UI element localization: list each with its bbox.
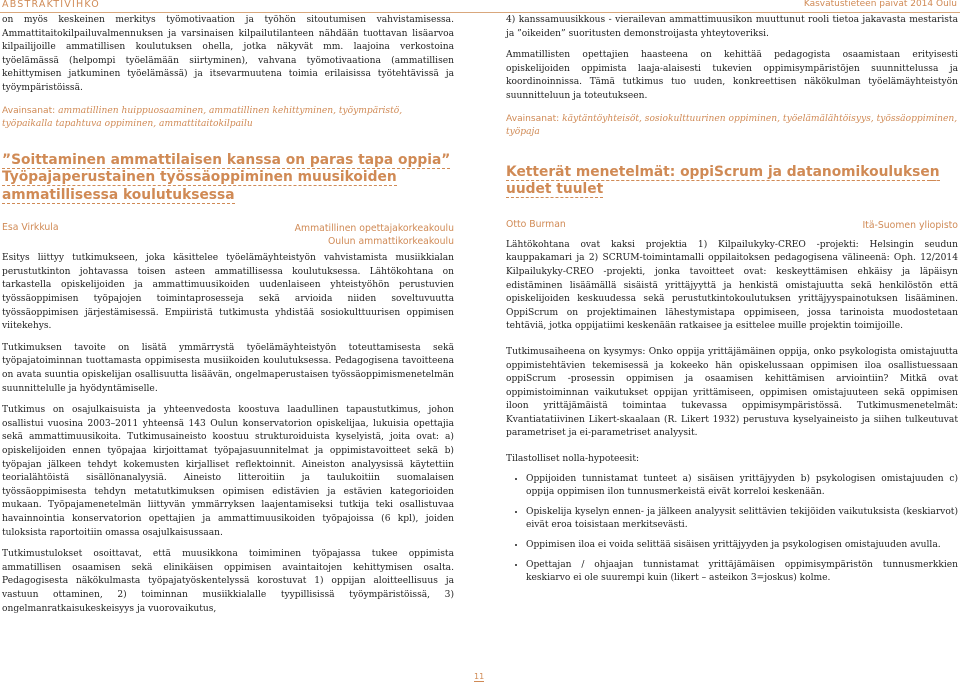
page-header [0,0,960,13]
title-line [506,164,940,181]
body-paragraph: Lähtökohtana ovat kaksi projektia 1) Kilpailukyky-CREO -projekti: Helsingin seudun kauppakamari ja 2) SCRUM-toimintamalli oppilaitoksen pedagogisena välineenä: Oph. 12/2014 Kilpailukyky-CREO -projekti, jonka tavoitteet ovat: keskeyttämisen ehkäisy ja läpäisyn edistäminen lisäämällä sisäistä yrittäjyyttä ja henkistä omistajuutta sekä henkilöstön että opiskelijoiden keskuudessa sekä perustutkintokoulutuksen yrittäjyyspainotuksen lisääminen. OppiScrum on projektimainen lähestymistapa oppimiseen, jossa tarinoista muodostetaan tehtäviä, jotka oppijatiimi keskenään ratkaisee ja esittelee muille projektin toimijoille. [506,239,958,332]
left-column [2,14,454,616]
header-section-label: ABSTRAKTIVIHKO [2,0,100,10]
keywords-text: käytäntöyhteisöt, sosiokulttuurinen oppiminen, työelämälähtöisyys, työssäoppiminen, työpaja [506,113,958,138]
body-paragraph: Tutkimustulokset osoittavat, että muusikkona toimiminen työpajassa tukee oppimista ammatillisen osaamisen sekä elinikäisen oppimisen avaintaitojen kehittymisen osalta. Pedagogisesta näkökulmasta työpajatyöskentelyssä korostuvat 1) oppijan aloitteellisuus ja vastuun ottaminen, 2) toiminnan musiikkialalle tyypillisissä työympäristöissä, 3) ongelmanratkaisukeskeisyys ja vuorovaikutus, [2,549,454,614]
hypotheses-label: Tilastolliset nolla-hypoteesit: [506,454,640,465]
body-paragraph: Tutkimuksen tavoite on lisätä ymmärrystä työelämäyhteistyön toteuttamisesta sekä työpajatoiminnan tuottamasta oppimisesta musiikoiden koulutuksessa. Pedagogisena tavoitteena on avata suuntia opiskelijan osallisuutta lisäävän, ongelmaperustaisen työssäoppimismenetelmän suunnittelulle ja hyödyntämiselle. [2,342,454,394]
keywords-label: Avainsanat: [506,113,560,124]
author-name: Esa Virkkula [2,222,59,234]
article-title [506,164,958,199]
right-intro-paragraph: 4) kanssamuusikkous - vierailevan ammattimuusikon muuttunut rooli tietoa jakavasta mestarista ja ”oikeiden” suoritusten demonstroijasta yhteytoveriksi. [506,15,958,39]
hypotheses-list [506,473,958,586]
affiliation-line: Oulun ammattikorkeakoulu [327,236,454,248]
header-event-label: Kasvatustieteen päivät 2014 Oulu [803,0,957,9]
hypothesis-item: • Oppijoiden tunnistamat tunteet a) sisäisen yrittäjyyden b) psykologisen omistajuuden c) oppija oppimisen ilon tunnusmerkeistä eivät korreloi keskenään. [526,473,958,500]
author-block [506,219,958,239]
right-column [506,14,958,592]
author-name: Otto Burman [506,218,566,230]
title-line: ”Soittaminen ammattilaisen kanssa on paras tapa oppia” [2,151,451,168]
keywords-label: Avainsanat: [2,105,56,116]
title-line: Työpajaperustainen työssäoppiminen muusikoiden [2,169,397,186]
page-number: 11 [474,672,485,681]
right-keywords [506,113,958,140]
hypothesis-item: • Opettajan / ohjaajan tunnistamat yrittäjämäisen oppimisympäristön tunnusmerkkien keskiarvo ei ole suurempi kuin (likert – asteikon 3=joskus) kolme. [526,559,958,586]
body-paragraph: Ammatillisten opettajien haasteena on kehittää pedagogista osaamistaan erityisesti opiskelijoiden oppimista laaja-alaisesti tukevien oppimisympäristöjen suunnittelussa ja koordinoinnissa. Tämä tutkimus tuo uuden, konkreettisen näkökulman työelämäyhteistyön suunnitteluun ja toteutukseen. [506,50,958,101]
title-line: ammatillisessa koulutuksessa [2,186,235,203]
article-title [2,152,454,205]
body-paragraph: Tutkimusaiheena on kysymys: Onko oppija yrittäjämäinen oppija, onko psykologista omistajuutta oppimistehtävien tekemisessä ja kokeeko hän opiskelussaan oppimisen iloa osallistuessaan oppiScrum -prosessin oppimisen ja osaamisen kehittämisen arviointiin? Mitkä ovat oppimistoiminnan vaikutukset oppijan yrittämiseen, oppimisen omistajuuteen sekä oppimisen iloon yrittäjämäistä toimintaa tukevassa oppimisympäristössä. Tutkimusmenetelmät: Kvantiatatiivinen Likert-skaalaan (R. Likert 1932) perustuva kyselyaineisto ja siihen tulkeutuvat parametriset ja ei-parametriset analyysit. [506,346,958,439]
hypothesis-item: • Opiskelija kyselyn ennen- ja jälkeen analyysit selittävien tekijöiden vaikutuksista (keskiarvot) eivät eroa toisistaan merkitsevästi. [526,506,958,533]
left-intro-paragraph: on myös keskeinen merkitys työmotivaation ja työhön sitoutumisen vahvistamisessa. Ammattitaitokilpailuvalmennuksen ja varsinaisen kilpailutilanteen nähdään tuottavan lisäarvoa kilpailijoille ammatillisen koulutuksen ohella, jotka näkyvät mm. laajoina verkostoina työelämässä (helpompi työelämään siirtyminen), vahvana työmotivaationa (ammatillisen kehittymisen jatkuminen työelämässä) ja itsevarmuutena toimia erilaisissa työtehtävissä ja työympäristöissä. [2,15,454,93]
hypothesis-item: • Oppimisen iloa ei voida selittää sisäisen yrittäjyyden ja psykologisen omistajuuden avulla. [526,539,958,553]
author-affiliation [295,222,454,248]
body-paragraph: Tutkimus on osajulkaisuista ja yhteenvedosta koostuva laadullinen tapaustutkimus, johon osallistui vuosina 2003–2011 yhteensä 143 Oulun konservatorion opiskelijaa, lukuisia opettajia sekä ammattimuusikoita. Tutkimusaineisto koostuu strukturoiduista kyselyistä, joita ovat: a) opiskelijoiden ennen työpajaa kirjoittamat työpajasuunnitelmat ja oppimistavoitteet sekä b) työpajan jälkeen tehdyt kokemusten kirjalliset reflektoinnit. Aineiston analyysissä käytettiin teorialähtöistä sisällönanalyysiä. Aineisto litteroitiin ja taulukoitiin suomalaisen työssäoppimisesta tehdyn metatutkimuksen opimisen edistävien ja estävien kategorioiden mukaan. Työpajamenetelmän liittyvän ymmärryksen laajentamiseksi tutkija teki osallistuvaa havainnointia konservatorion opettajien ja ammattimuusikoiden työpajoissa (6 kpl), joiden tuloksista raportoitiin omassa osajulkaisussaan. [2,405,454,538]
affiliation-line: Ammatillinen opettajakorkeakoulu [294,223,454,235]
author-block [2,222,454,252]
body-paragraph: Esitys liittyy tutkimukseen, joka käsittelee työelämäyhteistyön vahvistamista musiikkialan perustutkinton johtavassa toisen asteen ammatillisessa koulutuksessa. Lähtökohtana on tarkastella opiskelijoiden ja ammattimuusikoiden uudenlaiseen yhteistyöhön perustuvien työssäoppimisen työpajojen toimintaprosesseja sekä arvioida niiden soveltuvuutta työssäoppimisen järjestämisessä. Empiiristä tutkimusta yhdistää sosiokulttuurisen oppimisen viitekehys. [2,253,454,332]
title-line-part: n [929,163,940,180]
title-line: uudet tuulet [506,181,604,198]
keywords-text: ammatillinen huippuosaaminen, ammatillinen kehittyminen, työympäristö, työpaikalla tapahtuva oppiminen, ammattitaitokilpailu [2,105,403,130]
left-keywords [2,105,454,132]
title-line-part: Ketterät menetelmät: oppiScrum ja datanomikoulukse [506,163,930,180]
author-affiliation: Itä-Suomen yliopisto [862,219,958,231]
